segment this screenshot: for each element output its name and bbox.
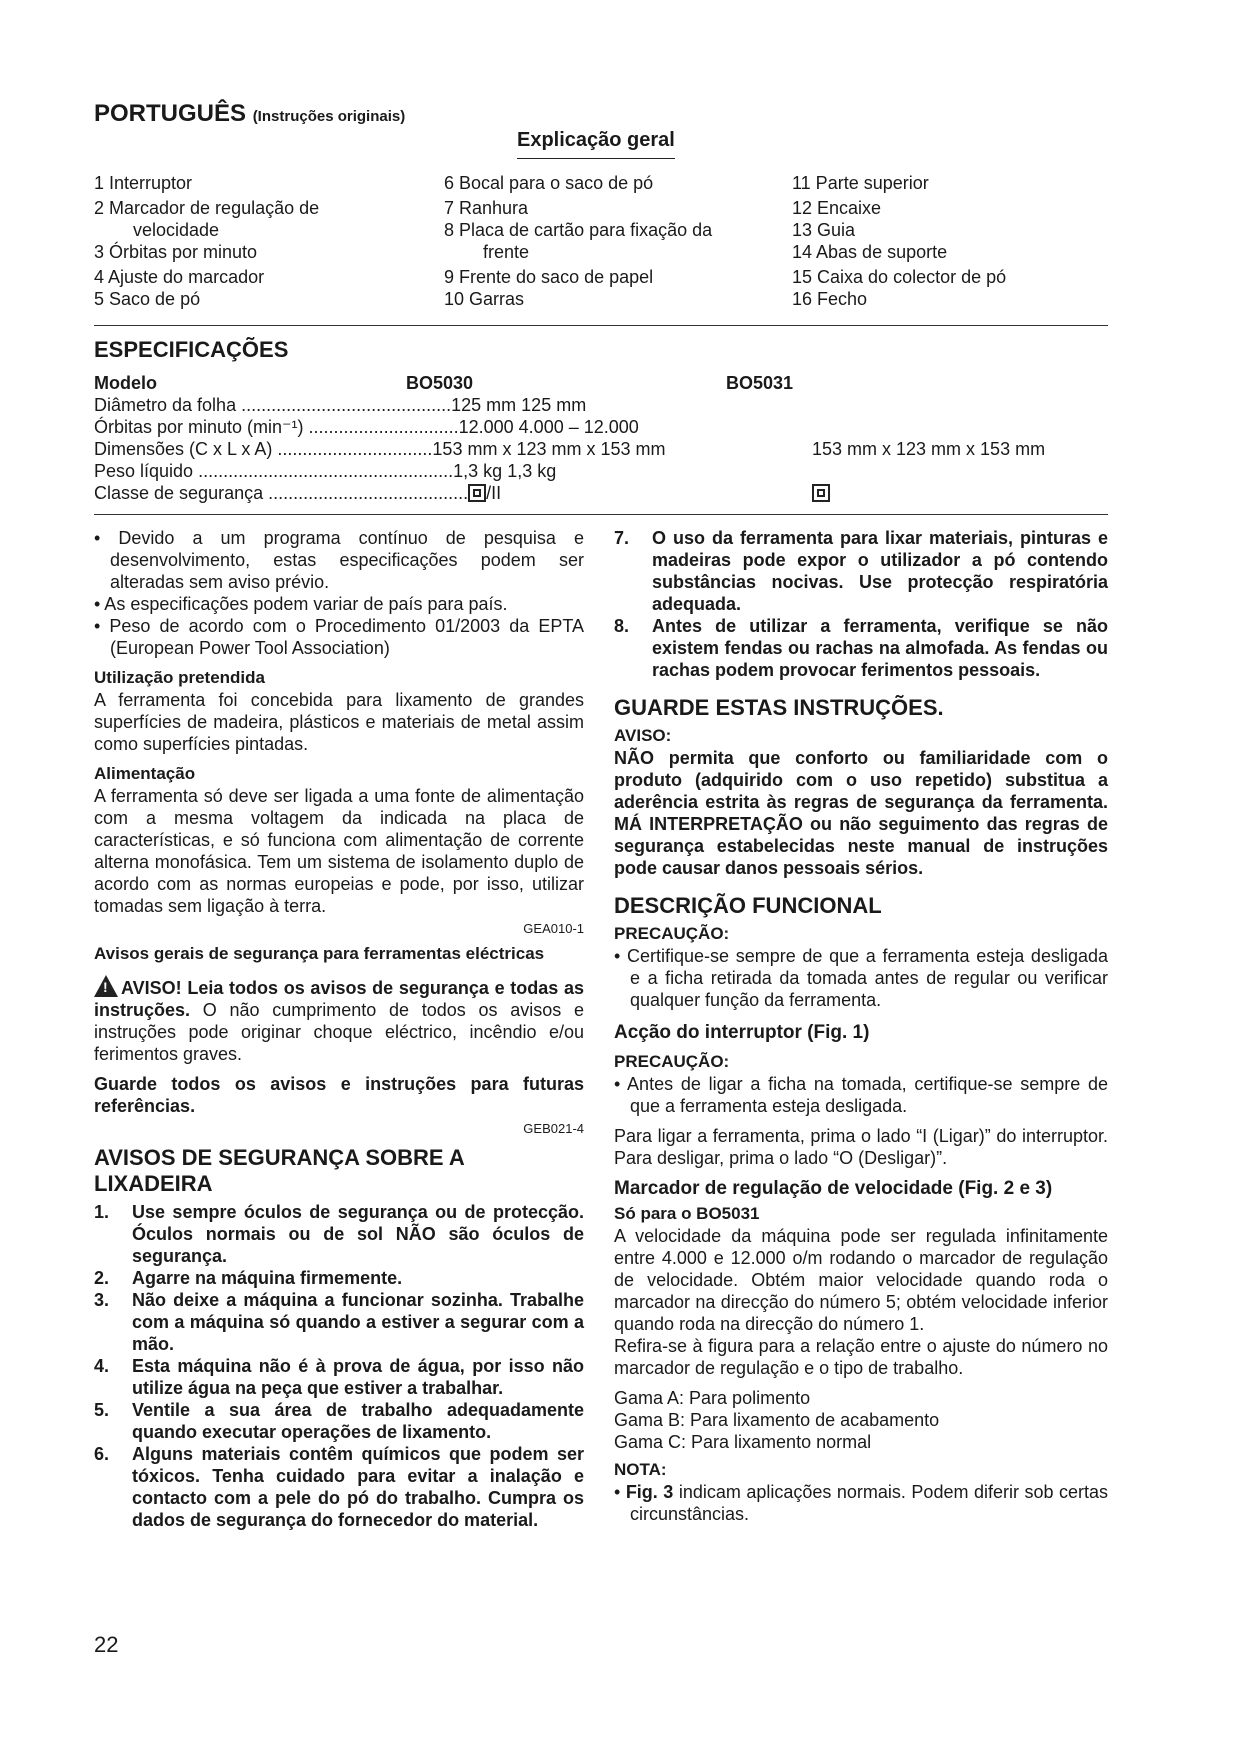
parts-list-col1: [94, 172, 319, 310]
safety-rule: 5. Ventile a sua área de trabalho adequadamente quando executar operações de lixamento.: [94, 1400, 584, 1442]
spec-value: 153 mm x 123 mm x 153 mm: [432, 439, 666, 459]
part-item: 10 Garras: [444, 289, 525, 309]
divider: [94, 514, 1108, 515]
spec-value: 12.000: [458, 417, 514, 437]
intended-use-title: Utilização pretendida: [94, 668, 265, 687]
general-safety-title: Avisos gerais de segurança para ferramentas eléctricas: [94, 944, 545, 963]
spec-note: • Peso de acordo com o Procedimento 01/2003 da EPTA (European Power Tool Association): [94, 616, 584, 658]
part-item: 7 Ranhura: [444, 198, 529, 218]
parts-list-col3: [792, 172, 1006, 310]
switch-text: Para ligar a ferramenta, prima o lado “I (Ligar)” do interruptor. Para desligar, prima o lado “O (Desligar)”.: [614, 1126, 1108, 1168]
spec-model-label: Modelo: [94, 373, 157, 393]
part-item: 1 Interruptor: [94, 173, 193, 193]
spec-class-b: [812, 484, 830, 504]
warning-text: NÃO permita que conforto ou familiaridade com o produto (adquirido com o uso repetido) substitua a aderência estrita às regras de segurança da ferramenta. MÁ INTERPRETAÇÃO ou não seguimento das regras de segurança estabelecidas neste manual de instruções pode causar danos pessoais sérios.: [614, 748, 1108, 878]
spec-row: [94, 394, 586, 416]
range-item: Gama A: Para polimento: [614, 1388, 811, 1408]
spec-value: /II: [486, 483, 502, 503]
spec-value: 125 mm: [521, 395, 587, 415]
spec-row: [94, 482, 501, 504]
part-item: 12 Encaixe: [792, 198, 882, 218]
spec-label: Dimensões (C x L x A) ...............................: [94, 439, 433, 459]
keep-instructions-title: GUARDE ESTAS INSTRUÇÕES.: [614, 695, 944, 720]
model-only-label: Só para o BO5031: [614, 1204, 760, 1223]
part-item: 14 Abas de suporte: [792, 242, 948, 262]
language-note: (Instruções originais): [252, 108, 406, 125]
safety-rule: 8. Antes de utilizar a ferramenta, verifique se não existem fendas ou rachas na almofada. As fendas ou rachas podem provocar ferimentos pessoais.: [614, 616, 1108, 680]
caution-label: PRECAUÇÃO:: [614, 1052, 730, 1071]
class-ii-icon: [812, 484, 830, 502]
note-label: NOTA:: [614, 1460, 667, 1479]
caution-text: • Antes de ligar a ficha na tomada, certifique-se sempre de que a ferramenta esteja desligada.: [614, 1074, 1108, 1116]
reference-code: GEA010-1: [523, 921, 584, 936]
spec-row: [94, 416, 639, 438]
part-item: velocidade: [133, 220, 220, 240]
safety-rule: 4. Esta máquina não é à prova de água, por isso não utilize água na peça que estiver a trabalhar.: [94, 1356, 584, 1398]
intended-use-text: A ferramenta foi concebida para lixamento de grandes superfícies de madeira, plásticos e materiais de metal assim como superfícies pintadas.: [94, 690, 584, 754]
safety-rule: 2. Agarre na máquina firmemente.: [94, 1268, 403, 1288]
part-item: 16 Fecho: [792, 289, 868, 309]
right-column: [614, 527, 1108, 1525]
safety-rule: 6. Alguns materiais contêm químicos que podem ser tóxicos. Tenha cuidado para evitar a inalação e contacto com a pele do pó do trabalho. Cumpra os dados de segurança do fornecedor do material.: [94, 1444, 584, 1530]
keep-warnings-text: Guarde todos os avisos e instruções para futuras referências.: [94, 1074, 584, 1116]
part-item: 5 Saco de pó: [94, 289, 201, 309]
language-label: PORTUGUÊS: [94, 100, 247, 127]
safety-rule: 7. O uso da ferramenta para lixar materiais, pinturas e madeiras pode expor o utilizador a pó contendo substâncias nocivas. Use protecção respiratória adequada.: [614, 528, 1108, 614]
power-supply-title: Alimentação: [94, 764, 196, 783]
left-column: [94, 527, 584, 1531]
speed-text: A velocidade da máquina pode ser regulada infinitamente entre 4.000 e 12.000 o/m rodando o marcador de regulação de velocidade. Obtém maior velocidade quando roda o marcador na direcção do número 5; obtém velocidade inferior quando roda na direcção do número 1.: [614, 1226, 1108, 1334]
spec-model-a: BO5030: [406, 373, 474, 393]
functional-description-title: DESCRIÇÃO FUNCIONAL: [614, 893, 882, 918]
spec-value: 4.000 – 12.000: [518, 417, 639, 437]
warning-bold: AVISO! Leia todos os avisos de segurança e todas as instruções.: [94, 978, 584, 1020]
part-item: 2 Marcador de regulação de: [94, 198, 320, 218]
spec-label: Órbitas por minuto (min⁻¹) ..............................: [94, 417, 459, 437]
part-item: 4 Ajuste do marcador: [94, 267, 265, 287]
caution-text: • Certifique-se sempre de que a ferramenta esteja desligada e a ficha retirada da tomada antes de regular ou verificar qualquer função da ferramenta.: [614, 946, 1108, 1010]
power-supply-text: A ferramenta só deve ser ligada a uma fonte de alimentação com a mesma voltagem da indicada na placa de características, e só funciona com alimentação de corrente alterna monofásica. Tem um sistema de isolamento duplo de acordo com as normas europeias e pode, por isso, utilizar tomadas sem ligação à terra.: [94, 786, 584, 916]
spec-note: • As especificações podem variar de país para país.: [94, 594, 508, 614]
spec-label: Classe de segurança ........................................: [94, 483, 469, 503]
page-number: 22: [94, 1632, 119, 1657]
warning-paragraph: [94, 975, 584, 1065]
part-item: 6 Bocal para o saco de pó: [444, 173, 654, 193]
switch-action-title: Acção do interruptor (Fig. 1): [614, 1022, 870, 1043]
range-item: Gama B: Para lixamento de acabamento: [614, 1410, 940, 1430]
part-item: 13 Guia: [792, 220, 856, 240]
spec-value: 125 mm: [451, 395, 517, 415]
spec-label: Peso líquido ...................................................: [94, 461, 454, 481]
note-fig-ref: Fig. 3: [625, 1482, 674, 1502]
part-item: 11 Parte superior: [792, 173, 929, 193]
divider: [94, 325, 1108, 326]
spec-value: 1,3 kg: [507, 461, 557, 481]
spec-value: 153 mm x 123 mm x 153 mm: [812, 439, 1046, 459]
warning-label: AVISO:: [614, 726, 672, 745]
note-body: indicam aplicações normais. Podem diferir sob certas circunstâncias.: [630, 1482, 1108, 1524]
caution-label: PRECAUÇÃO:: [614, 924, 730, 943]
warning-triangle-icon: [94, 975, 118, 997]
part-item: frente: [483, 242, 530, 262]
part-item: 3 Órbitas por minuto: [94, 242, 258, 262]
spec-row: [94, 460, 556, 482]
specifications-title: ESPECIFICAÇÕES: [94, 337, 289, 362]
spec-value: 1,3 kg: [453, 461, 503, 481]
spec-row: [94, 438, 666, 460]
spec-label: Diâmetro da folha ..........................................: [94, 395, 452, 415]
spec-model-b: BO5031: [726, 373, 794, 393]
part-item: 8 Placa de cartão para fixação da: [444, 220, 713, 240]
part-item: 15 Caixa do colector de pó: [792, 267, 1007, 287]
spec-note: • Devido a um programa contínuo de pesquisa e desenvolvimento, estas especificações podem ser alteradas sem aviso prévio.: [94, 528, 584, 592]
safety-rules-list-cont: [614, 527, 1108, 681]
sander-safety-title: AVISOS DE SEGURANÇA SOBRE A LIXADEIRA: [94, 1145, 464, 1196]
page-language-title: [94, 100, 405, 128]
spec-model-row: [94, 372, 157, 394]
note-text: • Fig. 3 indicam aplicações normais. Podem diferir sob certas circunstâncias.: [614, 1482, 1108, 1524]
safety-rules-list: [94, 1201, 584, 1531]
part-item: 9 Frente do saco de papel: [444, 267, 654, 287]
safety-rule: 1. Use sempre óculos de segurança ou de protecção. Óculos normais ou de sol NÃO são óculos de segurança.: [94, 1202, 584, 1266]
class-ii-icon: [468, 484, 486, 502]
speed-dial-title: Marcador de regulação de velocidade (Fig. 2 e 3): [614, 1178, 1053, 1199]
range-item: Gama C: Para lixamento normal: [614, 1432, 872, 1452]
section-title-general: Explicação geral: [517, 129, 675, 159]
reference-code: GEB021-4: [523, 1121, 584, 1136]
warning-text: O não cumprimento de todos os avisos e instruções pode originar choque eléctrico, incêndio e/ou ferimentos graves.: [94, 1000, 584, 1064]
refer-text: Refira-se à figura para a relação entre o ajuste do número no marcador de regulação e o tipo de trabalho.: [614, 1336, 1108, 1378]
safety-rule: 3. Não deixe a máquina a funcionar sozinha. Trabalhe com a máquina só quando a estiver a segurar com a mão.: [94, 1290, 584, 1354]
parts-list-col2: [444, 172, 712, 310]
